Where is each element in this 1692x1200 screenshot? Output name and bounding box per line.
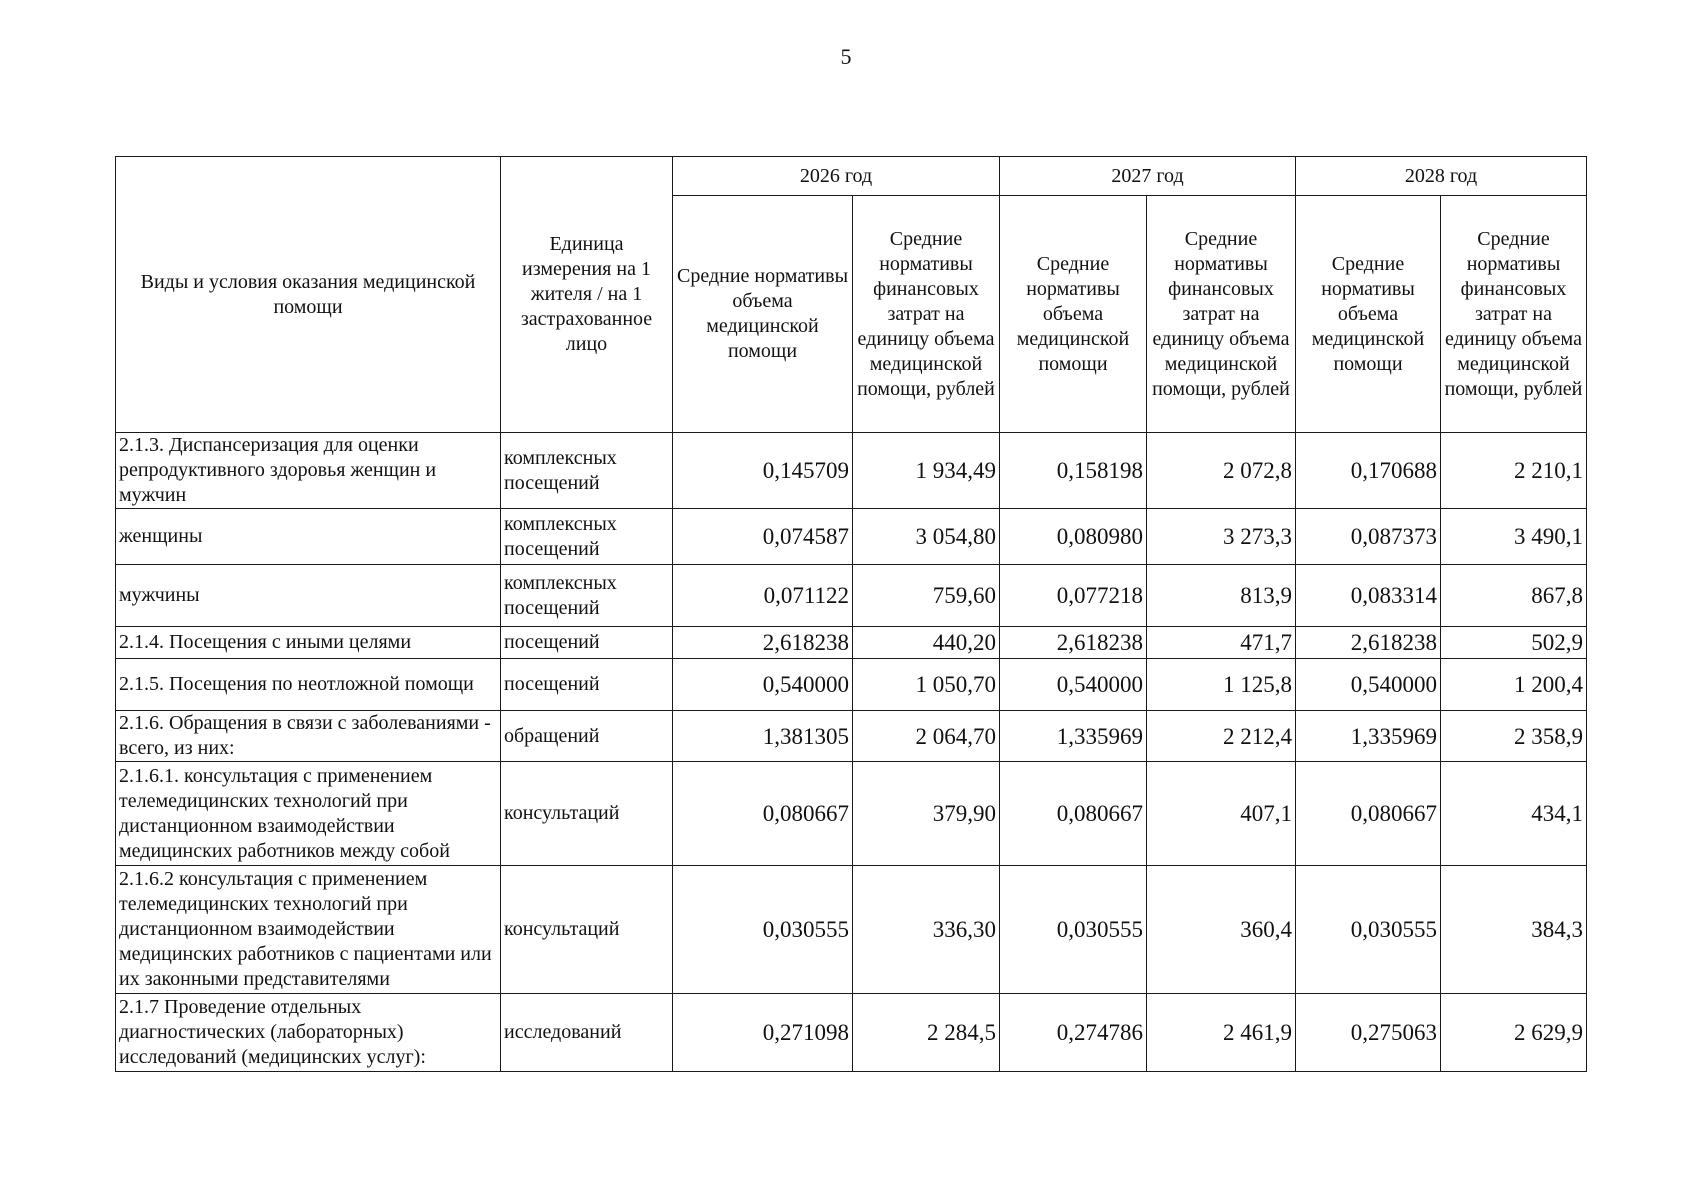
row-volume-2028: 0,087373 [1296, 509, 1441, 565]
row-volume-2026: 0,080667 [673, 762, 853, 866]
header-year-2027: 2027 год [1000, 157, 1296, 196]
row-unit: комплексных посещений [501, 433, 673, 509]
row-kind: 2.1.6.1. консультация с применением телемедицинских технологий при дистанционном взаимодействии медицинских работников между собой [116, 762, 501, 866]
row-volume-2027: 0,030555 [1000, 866, 1147, 994]
row-cost-2028: 867,8 [1441, 565, 1587, 627]
row-cost-2027: 2 072,8 [1147, 433, 1296, 509]
header-cost-2027: Средние нормативы финансовых затрат на единицу объема медицинской помощи, рублей [1147, 196, 1296, 433]
row-volume-2028: 0,030555 [1296, 866, 1441, 994]
row-volume-2027: 0,080667 [1000, 762, 1147, 866]
table-row [116, 762, 1587, 866]
row-cost-2028: 434,1 [1441, 762, 1587, 866]
row-cost-2027: 471,7 [1147, 627, 1296, 659]
row-cost-2026: 1 050,70 [853, 659, 1000, 711]
row-volume-2028: 2,618238 [1296, 627, 1441, 659]
row-volume-2028: 0,540000 [1296, 659, 1441, 711]
row-cost-2026: 759,60 [853, 565, 1000, 627]
row-volume-2026: 0,074587 [673, 509, 853, 565]
table-body [116, 433, 1587, 1072]
row-unit: консультаций [501, 866, 673, 994]
row-unit: комплексных посещений [501, 509, 673, 565]
row-kind: 2.1.6. Обращения в связи с заболеваниями - всего, из них: [116, 711, 501, 762]
row-unit: исследований [501, 994, 673, 1072]
row-cost-2028: 502,9 [1441, 627, 1587, 659]
header-kind: Виды и условия оказания медицинской помощи [116, 157, 501, 433]
row-volume-2026: 0,030555 [673, 866, 853, 994]
row-kind: 2.1.4. Посещения с иными целями [116, 627, 501, 659]
header-cost-2028: Средние нормативы финансовых затрат на единицу объема медицинской помощи, рублей [1441, 196, 1587, 433]
row-cost-2026: 440,20 [853, 627, 1000, 659]
table-row [116, 509, 1587, 565]
row-cost-2026: 336,30 [853, 866, 1000, 994]
row-volume-2027: 0,158198 [1000, 433, 1147, 509]
row-kind: 2.1.3. Диспансеризация для оценки репродуктивного здоровья женщин и мужчин [116, 433, 501, 509]
header-unit: Единица измерения на 1 жителя / на 1 застрахованное лицо [501, 157, 673, 433]
header-year-2028: 2028 год [1296, 157, 1587, 196]
row-cost-2026: 2 064,70 [853, 711, 1000, 762]
row-cost-2028: 384,3 [1441, 866, 1587, 994]
row-cost-2028: 2 358,9 [1441, 711, 1587, 762]
row-volume-2027: 1,335969 [1000, 711, 1147, 762]
page-number: 5 [840, 44, 852, 69]
row-unit: консультаций [501, 762, 673, 866]
row-kind: женщины [116, 509, 501, 565]
row-cost-2028: 2 629,9 [1441, 994, 1587, 1072]
row-volume-2027: 2,618238 [1000, 627, 1147, 659]
row-volume-2028: 0,275063 [1296, 994, 1441, 1072]
table-row [116, 659, 1587, 711]
table-row [116, 565, 1587, 627]
row-kind: 2.1.6.2 консультация с применением телемедицинских технологий при дистанционном взаимодействии медицинских работников с пациентами или их законными представителями [116, 866, 501, 994]
row-unit: посещений [501, 659, 673, 711]
row-cost-2026: 379,90 [853, 762, 1000, 866]
row-cost-2026: 2 284,5 [853, 994, 1000, 1072]
row-kind: мужчины [116, 565, 501, 627]
row-volume-2026: 0,540000 [673, 659, 853, 711]
header-volume-2026: Средние нормативы объема медицинской помощи [673, 196, 853, 433]
row-unit: комплексных посещений [501, 565, 673, 627]
row-cost-2026: 1 934,49 [853, 433, 1000, 509]
norms-table [115, 156, 1587, 1072]
row-cost-2027: 2 461,9 [1147, 994, 1296, 1072]
table-row [116, 994, 1587, 1072]
row-volume-2028: 1,335969 [1296, 711, 1441, 762]
row-volume-2027: 0,274786 [1000, 994, 1147, 1072]
row-cost-2027: 813,9 [1147, 565, 1296, 627]
row-cost-2028: 2 210,1 [1441, 433, 1587, 509]
row-volume-2027: 0,540000 [1000, 659, 1147, 711]
row-volume-2028: 0,170688 [1296, 433, 1441, 509]
header-volume-2028: Средние нормативы объема медицинской помощи [1296, 196, 1441, 433]
row-kind: 2.1.5. Посещения по неотложной помощи [116, 659, 501, 711]
header-volume-2027: Средние нормативы объема медицинской помощи [1000, 196, 1147, 433]
row-cost-2027: 1 125,8 [1147, 659, 1296, 711]
row-cost-2027: 360,4 [1147, 866, 1296, 994]
row-volume-2026: 2,618238 [673, 627, 853, 659]
table-row [116, 627, 1587, 659]
table-header [116, 157, 1587, 433]
row-volume-2027: 0,080980 [1000, 509, 1147, 565]
row-unit: посещений [501, 627, 673, 659]
row-volume-2028: 0,083314 [1296, 565, 1441, 627]
row-cost-2028: 3 490,1 [1441, 509, 1587, 565]
row-cost-2028: 1 200,4 [1441, 659, 1587, 711]
row-kind: 2.1.7 Проведение отдельных диагностических (лабораторных) исследований (медицинских услуг): [116, 994, 501, 1072]
row-cost-2027: 3 273,3 [1147, 509, 1296, 565]
row-volume-2026: 0,071122 [673, 565, 853, 627]
table-row [116, 433, 1587, 509]
row-volume-2026: 0,145709 [673, 433, 853, 509]
row-volume-2026: 1,381305 [673, 711, 853, 762]
row-cost-2026: 3 054,80 [853, 509, 1000, 565]
table-row [116, 866, 1587, 994]
row-volume-2027: 0,077218 [1000, 565, 1147, 627]
header-year-2026: 2026 год [673, 157, 1000, 196]
row-volume-2028: 0,080667 [1296, 762, 1441, 866]
row-cost-2027: 407,1 [1147, 762, 1296, 866]
header-cost-2026: Средние нормативы финансовых затрат на единицу объема медицинской помощи, рублей [853, 196, 1000, 433]
row-unit: обращений [501, 711, 673, 762]
row-volume-2026: 0,271098 [673, 994, 853, 1072]
row-cost-2027: 2 212,4 [1147, 711, 1296, 762]
table-row [116, 711, 1587, 762]
